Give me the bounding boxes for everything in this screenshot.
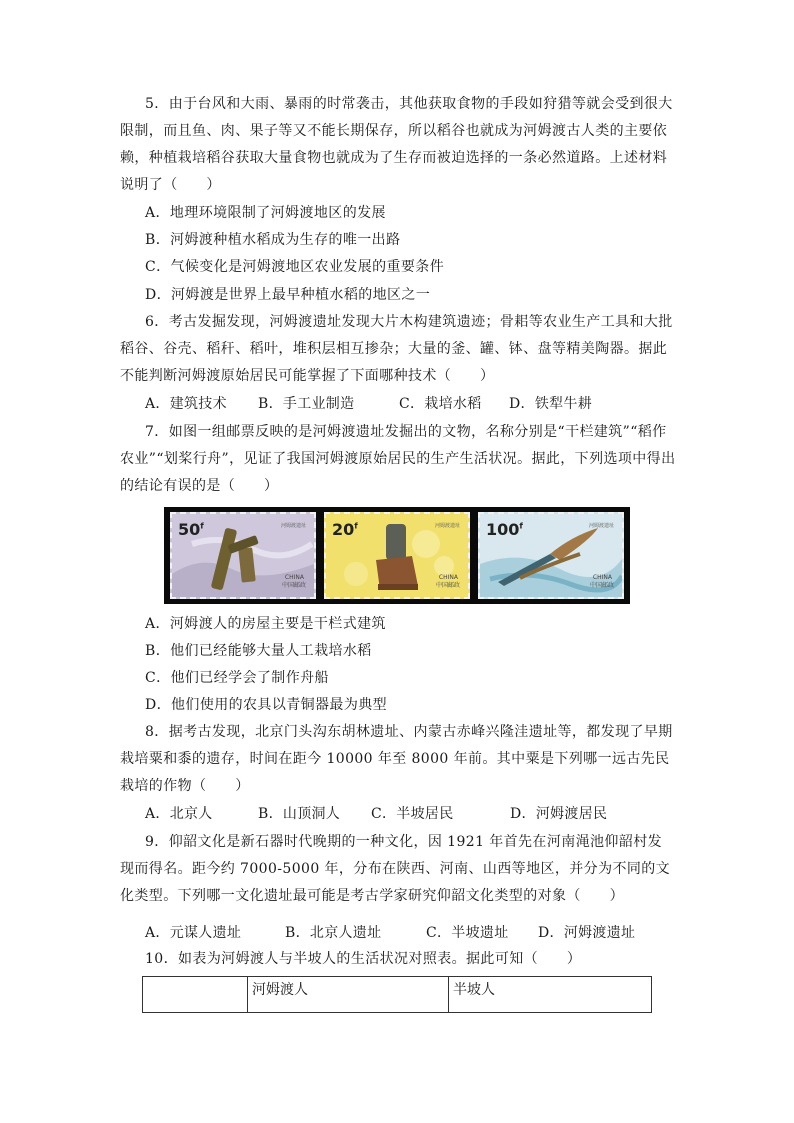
- question-6-stem: 6．考古发掘发现，河姆渡遗址发现大片木构建筑遗迹；骨耜等农业生产工具和大批稻谷、谷壳、稻秆、稻叶，堆积层相互掺杂；大量的釜、罐、钵、盘等精美陶器。据此不能判断河姆渡原始居民可能掌握了下面哪种技术（ ）: [120, 314, 673, 384]
- q8-option-a[interactable]: A．北京人: [145, 806, 213, 822]
- q9-options: [145, 920, 685, 947]
- q6-option-a[interactable]: A．建筑技术: [145, 396, 227, 412]
- q5-option-c[interactable]: C．气候变化是河姆渡地区农业发展的重要条件: [145, 259, 445, 275]
- q6-options: [145, 391, 685, 418]
- question-9-stem: 9．仰韶文化是新石器时代晚期的一种文化，因 1921 年首先在河南渑池仰韶村发现而得名。距今约 7000-5000 年，分布在陕西、河南、山西等地区，并分为不同的文化类型。下列哪一文化遗址最可能是考古学家研究仰韶文化类型的对象（ ）: [120, 834, 671, 904]
- stamp-20-site: 河姆渡遗址: [434, 523, 460, 529]
- q7-option-d[interactable]: D．他们使用的农具以青铜器最为典型: [145, 697, 388, 713]
- q6-option-c[interactable]: C．栽培水稻: [399, 396, 482, 412]
- question-5-stem: 5．由于台风和大雨、暴雨的时常袭击，其他获取食物的手段如狩猎等就会受到很大限制，而且鱼、肉、果子等又不能长期保存，所以稻谷也就成为河姆渡古人类的主要依赖，种植栽培稻谷获取大量食物也就成为了生存而被迫选择的一条必然道路。上述材料说明了（ ）: [120, 96, 673, 193]
- stamp-100-post: 中国邮政: [589, 582, 614, 589]
- stamp-50-country: CHINA: [284, 574, 304, 581]
- stamp-strip-image: [164, 507, 630, 604]
- stamp-50-site: 河姆渡遗址: [280, 523, 306, 529]
- q7-option-c[interactable]: C．他们已经学会了制作舟船: [145, 670, 329, 686]
- q5-option-b[interactable]: B．河姆渡种植水稻成为生存的唯一出路: [145, 232, 401, 248]
- q6-option-d[interactable]: D．铁犁牛耕: [509, 396, 593, 412]
- q5-option-a[interactable]: A．地理环境限制了河姆渡地区的发展: [145, 205, 386, 221]
- stamp-20: [324, 512, 470, 599]
- question-7-stem: 7．如图一组邮票反映的是河姆渡遗址发掘出的文物，名称分别是“干栏建筑”“稻作农业”“划桨行舟”，见证了我国河姆渡原始居民的生产生活状况。据此，下列选项中得出的结论有误的是（ ）: [120, 424, 676, 494]
- q8-options: [145, 801, 685, 828]
- q8-option-d[interactable]: D．河姆渡居民: [510, 806, 608, 822]
- stamp-50: [170, 512, 316, 599]
- stamp-20-value: 20$^f$: [332, 520, 358, 539]
- q6-option-b[interactable]: B．手工业制造: [258, 396, 355, 412]
- stamp-100: [478, 512, 624, 599]
- q9-option-b[interactable]: B．北京人遗址: [285, 925, 382, 941]
- table-row: [143, 977, 652, 1013]
- stamp-100-site: 河姆渡遗址: [588, 523, 614, 529]
- table-header-banpo: 半坡人: [449, 977, 652, 1013]
- q5-option-d[interactable]: D．河姆渡是世界上最早种植水稻的地区之一: [145, 287, 431, 303]
- table-cell-empty: [143, 977, 248, 1013]
- comparison-table: [142, 976, 652, 1013]
- q9-option-c[interactable]: C．半坡遗址: [426, 925, 509, 941]
- stamp-50-post: 中国邮政: [281, 582, 306, 589]
- stamp-20-post: 中国邮政: [435, 582, 460, 589]
- stamp-20-country: CHINA: [438, 574, 458, 581]
- q9-option-d[interactable]: D．河姆渡遗址: [538, 925, 636, 941]
- question-10-stem: 10．如表为河姆渡人与半坡人的生活状况对照表。据此可知（ ）: [145, 951, 582, 967]
- stamp-100-value: 100$^f$: [486, 520, 523, 539]
- q7-option-b[interactable]: B．他们已经能够大量人工栽培水稻: [145, 643, 372, 659]
- table-header-hemudu: 河姆渡人: [248, 977, 449, 1013]
- q8-option-c[interactable]: C．半坡居民: [371, 806, 454, 822]
- stamp-50-value: 50$^f$: [178, 520, 204, 539]
- q7-option-a[interactable]: A．河姆渡人的房屋主要是干栏式建筑: [145, 616, 386, 632]
- q9-option-a[interactable]: A．元谋人遗址: [145, 925, 242, 941]
- question-8-stem: 8．据考古发现，北京门头沟东胡林遗址、内蒙古赤峰兴隆洼遗址等，都发现了早期栽培粟和黍的遗存，时间在距今 10000 年至 8000 年前。其中粟是下列哪一远古先民栽培的作物（ ）: [120, 724, 673, 794]
- q8-option-b[interactable]: B．山顶洞人: [258, 806, 341, 822]
- stamp-100-country: CHINA: [592, 574, 612, 581]
